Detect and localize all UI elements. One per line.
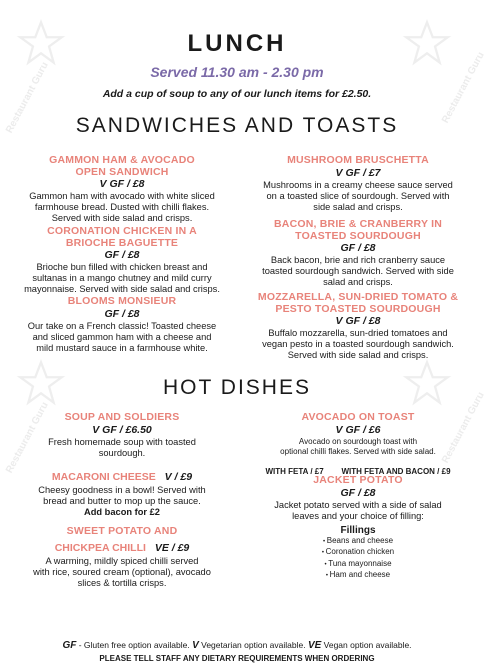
item-desc: sourdough. — [98, 447, 146, 458]
item-desc: leaves and your choice of filling: — [292, 510, 424, 521]
item-desc: and sliced gammon ham with a cheese and — [32, 331, 212, 342]
item-name: AVOCADO ON TOAST — [301, 411, 415, 423]
item-desc: with rice, soured cream (optional), avocado — [33, 566, 211, 577]
item-desc: slices & tortilla crisps. — [77, 577, 167, 588]
page-title: LUNCH — [187, 30, 287, 57]
item-desc: salad and crisps. — [323, 277, 393, 288]
menu-item-mozzarella — [244, 292, 472, 362]
item-desc: vegan pesto in a toasted sourdough sandwich. — [262, 339, 454, 350]
item-desc: mayonnaise. Served with side salad and crisps. — [24, 284, 220, 295]
item-desc: Served with side salad and crisps. — [51, 213, 193, 224]
serving-hours: Served 11.30 am - 2.30 pm — [150, 64, 324, 80]
fillings-title: Fillings — [340, 524, 376, 536]
list-item: • Coronation chicken — [244, 547, 472, 559]
item-desc: toasted sourdough sandwich. Served with side — [262, 266, 454, 277]
item-desc: farmhouse bread. Dusted with chilli flakes. — [34, 202, 210, 213]
item-name: OPEN SANDWICH — [75, 165, 169, 178]
gf-key: GF — [62, 640, 77, 651]
item-desc: on a toasted slice of sourdough. Served with — [266, 190, 450, 201]
menu-item-avocado — [244, 412, 472, 479]
dietary-key — [0, 640, 474, 651]
item-name: JACKET POTATO — [313, 474, 403, 486]
item-desc: bread and butter to mop up the sauce. — [43, 496, 201, 507]
item-name: BLOOMS MONSIEUR — [67, 295, 177, 307]
item-desc: Fresh homemade soup with toasted — [48, 436, 196, 447]
watermark-text: Restaurant Guru — [440, 50, 487, 126]
item-price: GF / £8 — [104, 307, 140, 320]
item-name: CORONATION CHICKEN IN A — [47, 225, 197, 237]
sandwiches-right-column — [244, 155, 472, 375]
item-name: BACON, BRIE & CRANBERRY IN — [274, 218, 442, 230]
item-price: GF / £8 — [340, 486, 376, 499]
item-name: TOASTED SOURDOUGH — [295, 229, 421, 242]
section-heading-sandwiches: SANDWICHES AND TOASTS — [75, 114, 399, 137]
v-key-text: Vegetarian option available. — [198, 640, 308, 650]
item-extra: Add bacon for £2 — [84, 507, 160, 518]
item-price: V GF / £8 — [99, 178, 145, 190]
menu-item-monsieur — [8, 296, 236, 354]
item-name: CHICKPEA CHILLI — [54, 541, 146, 554]
item-price: V GF / £7 — [335, 166, 381, 179]
item-extra: WITH FETA / £7 — [265, 466, 324, 476]
menu-item-gammon — [8, 155, 236, 225]
item-desc: Served with side salad and crisps. — [287, 350, 429, 361]
item-desc: Brioche bun filled with chicken breast and — [36, 262, 208, 272]
menu-item-soup — [8, 412, 236, 459]
menu-item-coronation — [8, 226, 236, 296]
fillings-list — [244, 536, 472, 582]
item-desc: sultanas in a mango chutney and mild curry — [32, 273, 212, 284]
list-item: • Ham and cheese — [244, 570, 472, 582]
item-name: SWEET POTATO AND — [66, 525, 178, 537]
item-desc: Buffalo mozzarella, sun-dried tomatoes and — [268, 328, 448, 338]
item-desc: Cheesy goodness in a bowl! Served with — [38, 485, 206, 495]
watermark-text: Restaurant Guru — [4, 60, 51, 136]
section-heading-hot-dishes: HOT DISHES — [163, 376, 311, 399]
item-desc: Gammon ham with avocado with white sliced — [29, 191, 215, 201]
add-soup-note: Add a cup of soup to any of our lunch items for £2.50. — [102, 88, 372, 100]
sandwiches-left-column — [8, 155, 236, 375]
ve-key-text: Vegan option available. — [321, 640, 412, 650]
item-desc: Avocado on sourdough toast with — [298, 436, 418, 446]
item-price: GF / £8 — [104, 249, 140, 261]
list-item: • Tuna mayonnaise — [244, 559, 472, 571]
item-name: BRIOCHE BAGUETTE — [65, 236, 179, 249]
menu-item-jacket-potato — [244, 475, 472, 582]
item-name: SOUP AND SOLDIERS — [64, 411, 180, 423]
v-key: V — [192, 640, 199, 651]
hot-right-column — [244, 412, 472, 637]
item-price: V / £9 — [164, 471, 193, 483]
ve-key: VE — [307, 640, 322, 651]
item-price: V GF / £6 — [335, 423, 381, 436]
item-desc: Jacket potato served with a side of salad — [274, 499, 442, 510]
item-desc: Mushrooms in a creamy cheese sauce served — [263, 179, 453, 190]
item-price: GF / £8 — [340, 242, 376, 254]
item-name: PESTO TOASTED SOURDOUGH — [275, 302, 441, 315]
item-desc: Our take on a French classic! Toasted cheese — [27, 320, 217, 331]
watermark-text: Restaurant Guru — [4, 400, 51, 476]
item-desc: side salad and crisps. — [313, 201, 403, 212]
menu-item-mushroom — [244, 155, 472, 213]
item-name: MOZZARELLA, SUN-DRIED TOMATO & — [257, 291, 459, 303]
item-price: V GF / £6.50 — [92, 423, 152, 436]
menu-item-chilli — [8, 526, 236, 589]
menu-item-bacon-brie — [244, 219, 472, 289]
item-extra: WITH FETA AND BACON / £9 — [341, 466, 451, 476]
item-desc: mild mustard sauce in a farmhouse white. — [36, 342, 208, 353]
watermark-text: Restaurant Guru — [440, 390, 487, 466]
item-name: GAMMON HAM & AVOCADO — [49, 154, 195, 166]
item-desc: optional chilli flakes. Served with side salad. — [280, 446, 436, 456]
menu-item-macaroni — [8, 467, 236, 519]
gf-key-text: - Gluten free option available. — [76, 640, 193, 650]
dietary-notice: PLEASE TELL STAFF ANY DIETARY REQUIREMENTS WHEN ORDERING — [99, 654, 375, 663]
list-item: • Beans and cheese — [244, 536, 472, 548]
item-desc: A warming, mildly spiced chilli served — [45, 555, 199, 566]
hot-left-column — [8, 412, 236, 637]
item-price: V GF / £8 — [335, 315, 381, 327]
item-desc: Back bacon, brie and rich cranberry sauce — [270, 255, 446, 265]
item-name: MUSHROOM BRUSCHETTA — [287, 154, 429, 166]
item-price: VE / £9 — [154, 541, 190, 554]
item-name: MACARONI CHEESE — [51, 471, 156, 483]
